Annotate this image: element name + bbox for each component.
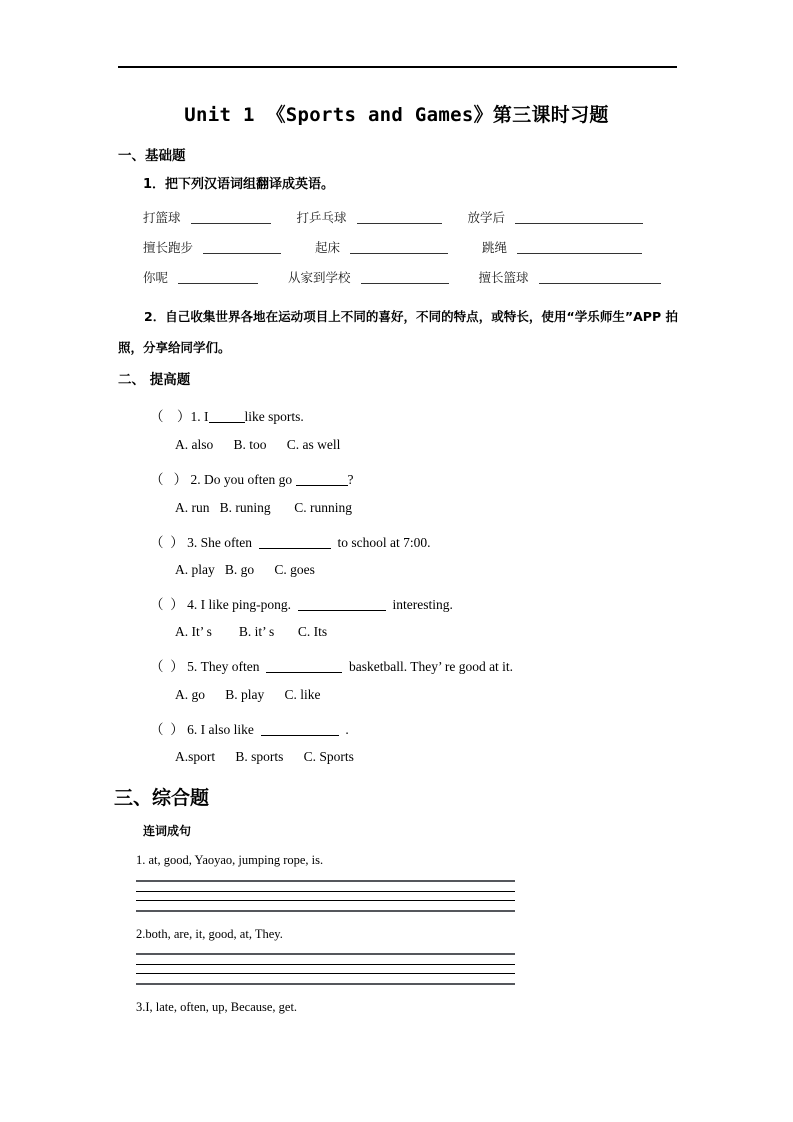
answer-bracket[interactable]: （ ）	[150, 722, 184, 737]
vocab-answer-blank[interactable]	[203, 240, 281, 254]
answer-line-gap	[136, 974, 515, 983]
answer-line	[136, 983, 515, 985]
vocab-answer-blank[interactable]	[539, 270, 661, 284]
question-stem-tail: like sports.	[244, 409, 304, 424]
mc-question	[150, 468, 354, 488]
vocab-row	[143, 268, 703, 286]
mc-question	[150, 593, 453, 613]
answer-line-gap	[136, 892, 515, 901]
answer-bracket[interactable]: （ ）	[150, 535, 184, 550]
task-label-word-order: 连词成句	[143, 824, 192, 838]
vocab-term: 放学后	[467, 210, 506, 225]
section-heading-comprehensive: 三、综合题	[114, 787, 210, 809]
question-stem: I also like	[197, 722, 261, 737]
section-heading-basic: 一、基础题	[118, 148, 186, 164]
question-stem: They often	[197, 659, 267, 674]
question-blank[interactable]	[209, 410, 245, 423]
title-unit: Unit 1	[184, 104, 255, 126]
question-blank[interactable]	[259, 536, 331, 549]
question-stem: I like ping-pong.	[197, 597, 298, 612]
mc-options: A. go B. play C. like	[175, 687, 321, 702]
page-title	[0, 100, 793, 127]
question-stem-tail: interesting.	[385, 597, 453, 612]
vocab-answer-blank[interactable]	[361, 270, 449, 284]
mc-question	[150, 405, 304, 425]
answer-bracket[interactable]: （ ）	[150, 659, 184, 674]
mc-question	[150, 718, 349, 738]
vocab-answer-blank[interactable]	[517, 240, 642, 254]
question-blank[interactable]	[298, 598, 386, 611]
task-paragraph-collect: 2．自己收集世界各地在运动项目上不同的喜好，不同的特点，或特长，使用“学乐师生”APP 拍照，分享给同学们。	[118, 309, 678, 355]
word-order-item: 2.both, are, it, good, at, They.	[136, 927, 283, 941]
question-number: 1.	[190, 409, 201, 424]
word-order-item: 3.I, late, often, up, Because, get.	[136, 1000, 298, 1014]
question-number: 6.	[183, 722, 198, 737]
mc-options: A. It’ s B. it’ s C. Its	[175, 624, 328, 639]
question-stem-tail: ?	[347, 472, 354, 487]
question-stem-tail: .	[338, 722, 349, 737]
vocab-answer-blank[interactable]	[350, 240, 448, 254]
vocab-row	[143, 208, 703, 226]
vocab-answer-blank[interactable]	[515, 210, 643, 224]
question-blank[interactable]	[266, 660, 342, 673]
answer-line-gap	[136, 882, 515, 891]
vocab-term: 从家到学校	[288, 270, 351, 285]
vocab-term: 起床	[315, 240, 341, 255]
question-number: 4.	[183, 597, 198, 612]
vocab-answer-blank[interactable]	[178, 270, 258, 284]
question-blank[interactable]	[296, 473, 348, 486]
mc-question	[150, 531, 431, 551]
question-number: 3.	[183, 535, 198, 550]
title-topic: Sports and Games	[285, 104, 474, 126]
question-number: 5.	[183, 659, 198, 674]
mc-question	[150, 655, 513, 675]
vocab-term: 擅长篮球	[478, 270, 529, 285]
answer-lines[interactable]	[136, 953, 515, 985]
question-stem-tail: basketball. They’ re good at it.	[342, 659, 514, 674]
vocab-answer-blank[interactable]	[357, 210, 442, 224]
section-heading-advanced: 二、 提高题	[118, 372, 191, 388]
title-lesson: 第三课时习题	[492, 104, 609, 126]
answer-bracket[interactable]: （ ）	[150, 409, 191, 424]
mc-options: A. run B. runing C. running	[175, 500, 352, 515]
question-stem: Do you often go	[200, 472, 296, 487]
question-stem: She often	[197, 535, 259, 550]
word-order-item: 1. at, good, Yaoyao, jumping rope, is.	[136, 853, 324, 867]
vocab-row	[143, 238, 703, 256]
question-stem: I	[200, 409, 209, 424]
answer-line-gap	[136, 965, 515, 974]
answer-line-gap	[136, 955, 515, 964]
question-number: 2.	[187, 472, 201, 487]
vocab-term: 打篮球	[143, 210, 181, 225]
title-quote-open: 《	[266, 104, 286, 126]
answer-lines[interactable]	[136, 880, 515, 912]
answer-bracket[interactable]: （ ）	[150, 472, 188, 487]
vocab-term: 擅长跑步	[143, 240, 194, 255]
vocab-term: 跳绳	[482, 240, 508, 255]
vocab-term: 打乒乓球	[296, 210, 347, 225]
mc-options: A.sport B. sports C. Sports	[175, 749, 354, 764]
mc-options: A. also B. too C. as well	[175, 437, 341, 452]
question-stem-tail: to school at 7:00.	[330, 535, 431, 550]
vocab-term: 你呢	[143, 270, 169, 285]
answer-bracket[interactable]: （ ）	[150, 597, 184, 612]
mc-options: A. play B. go C. goes	[175, 562, 315, 577]
question-blank[interactable]	[261, 723, 339, 736]
title-quote-close: 》	[473, 104, 493, 126]
task-label-translate: 1．把下列汉语词组翻译成英语。	[143, 177, 335, 192]
answer-line-gap	[136, 901, 515, 910]
header-divider	[118, 66, 677, 68]
answer-line	[136, 910, 515, 912]
vocab-answer-blank[interactable]	[191, 210, 271, 224]
